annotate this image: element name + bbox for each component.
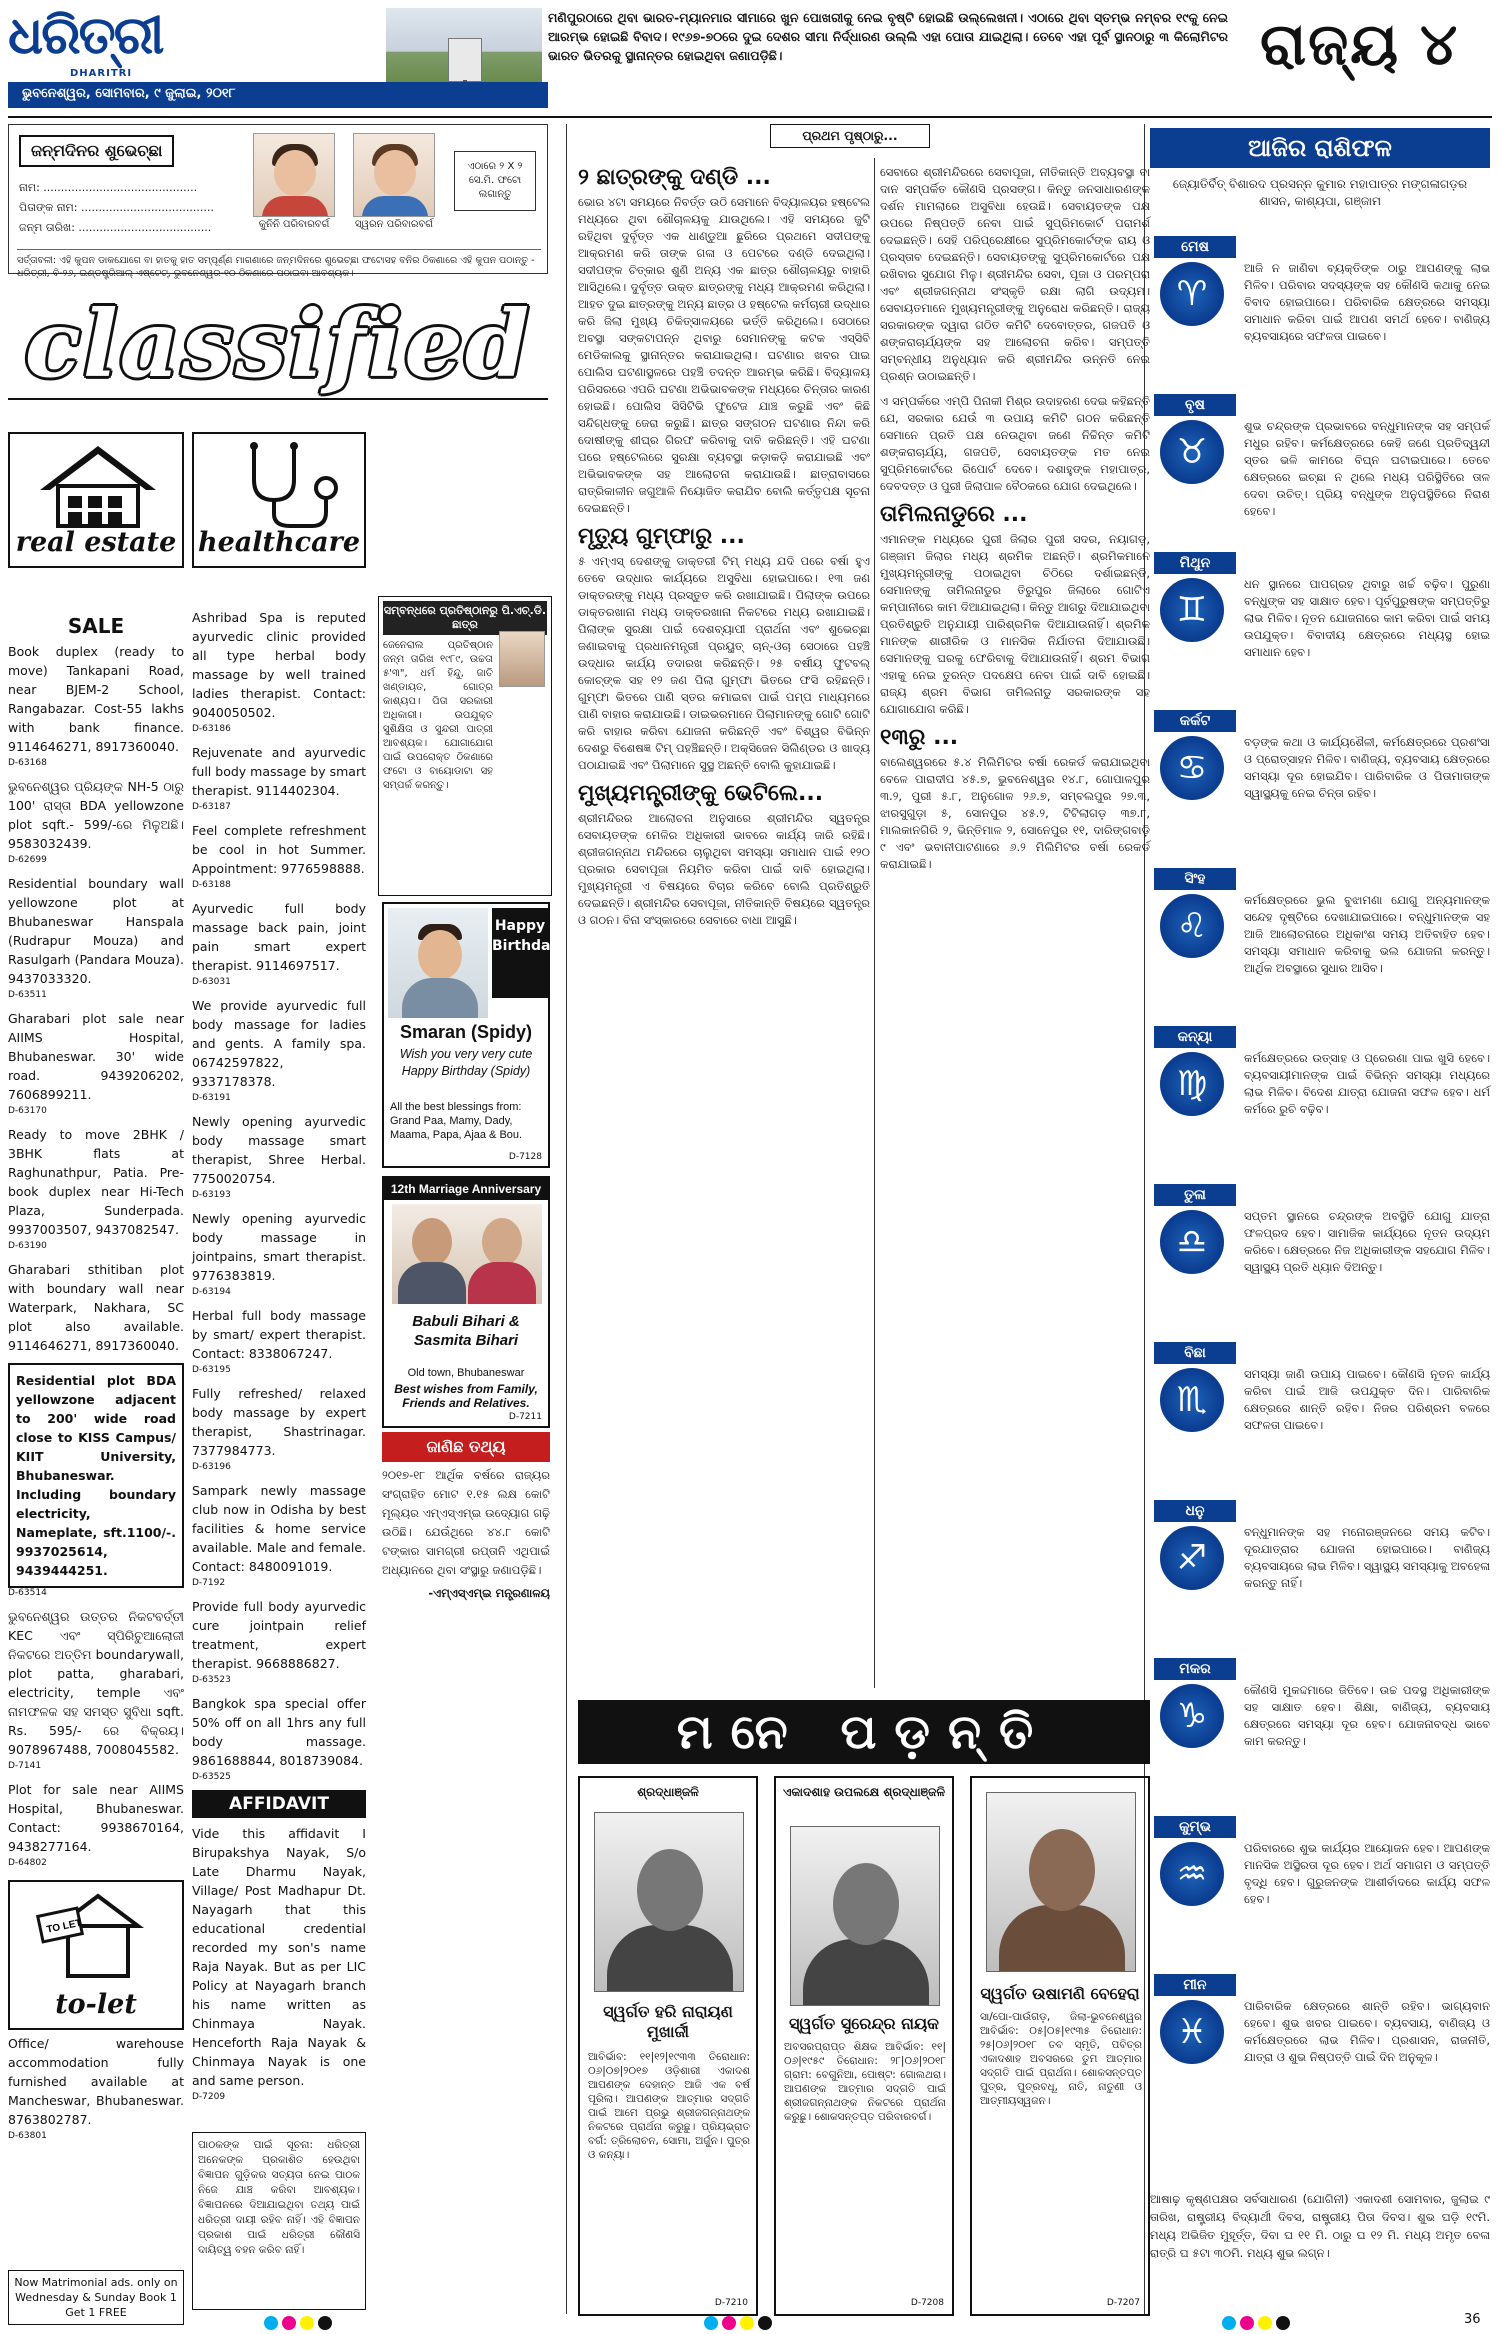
sign-label: ମେଷ [1154, 236, 1236, 258]
anniversary-ad [382, 1176, 550, 1428]
svg-text:TO LET: TO LET [45, 1917, 83, 1936]
obituary-card [774, 1776, 954, 2316]
sign-prediction: ସପ୍ତମ ସ୍ଥାନରେ ଚନ୍ଦ୍ରଙ୍କ ଅବସ୍ଥିତି ଯୋଗୁ ଯାତ୍ରା ଫଳପ୍ରଦ ହେବ। ସାମାଜିକ କାର୍ଯ୍ୟରେ ନୂତନ ଉଦ୍ୟମ କରିବେ। କ୍ଷେତ୍ରରେ ନିଜ ଅଧିକାରୀଙ୍କ ସହଯୋଗ ମିଳିବ। ସ୍ୱାସ୍ଥ୍ୟ ପ୍ରତି ଧ୍ୟାନ ଦିଅନ୍ତୁ। [1244, 1209, 1490, 1274]
matrimonial-note: Now Matrimonial ads. only on Wednesday & Sunday Book 1 Get 1 FREE [8, 2270, 184, 2325]
ad-code: D-63191 [192, 1093, 231, 1103]
page-number: ୪ [1420, 10, 1458, 78]
taurus-icon: ♉ [1160, 420, 1224, 484]
registration-mark [1240, 2316, 1254, 2330]
sign-prediction: ପରିବାରରେ ଶୁଭ କାର୍ଯ୍ୟର ଆୟୋଜନ ହେବ। ଆପଣଙ୍କ ମାନସିକ ଅସ୍ଥିରତା ଦୂର ହେବ। ଅର୍ଥ ସମାଗମ ଓ ସମ୍ପତ୍ତି ବୃଦ୍ଧି ହେବ। ଗୁରୁଜନଙ୍କ ଆଶୀର୍ବାଦରେ କାର୍ଯ୍ୟ ସଫଳ ହେବ। [1244, 1841, 1490, 1906]
ad-code: D-63196 [192, 1462, 231, 1472]
sagittarius-icon: ♐ [1160, 1526, 1224, 1590]
gemini-icon: ♊ [1160, 578, 1224, 642]
stethoscope-icon [194, 434, 368, 530]
ad-code: D-63511 [8, 990, 47, 1000]
obituary-banner: ମନେ ପଡ଼ନ୍ତି [578, 1700, 1150, 1764]
happy-birthday-badge: Happy Birthday [492, 908, 548, 998]
column-rule [566, 124, 567, 2314]
ad-code: D-63031 [192, 977, 231, 987]
kid-photo-2 [353, 133, 435, 217]
news-body: ବାଲେଶ୍ୱରରେ ୫.୪ ମିଲିମିଟର ବର୍ଷା ରେକର୍ଡ କରାଯାଇଥିବା ବେଳେ ପାରାଦୀପ ୪୫.୭, ଭୁବନେଶ୍ୱର ୧୪.୮, ଗୋପାଳପୁର ୩.୨, ପୁରୀ ୫.୮, ଅନୁଗୋଳ ୨୬.୭, ସମ୍ବଲପୁର ୨୭.୩, ଝାରସୁଗୁଡ଼ା ୫, ସୋନପୁର ୪୫.୨, ଟିଟିଲାଗଡ଼ ୩୭.୮, ମାଲକାନଗିରି ୨, ଭିନ୍ତିମାଳ ୨, ସୋନେପୁର ୧୧, ଦାରିଙ୍ଗବାଡ଼ି ୯ ଏବଂ ଭବାନୀପାଟଣାରେ ୬.୨ ମିଲିମିଟର ବର୍ଷା ରେକର୍ଡ କରାଯାଇଛି। [880, 755, 1150, 871]
classified-ad: Newly opening ayurvedic body massage in jointpains, smart therapist. 9776383819. [192, 1211, 366, 1283]
obituary-card [970, 1776, 1150, 2316]
newspaper-logo-sub: DHARITRI [70, 68, 133, 79]
facts-heading: ଜାଣିଛ ତଥ୍ୟ [382, 1432, 550, 1462]
aquarius-icon: ♒ [1160, 1842, 1224, 1906]
registration-mark [704, 2316, 718, 2330]
news-headline: ତାମିଲନାଡୁରେ ... [880, 502, 1028, 527]
ad-code: D-63187 [192, 802, 231, 812]
sign-label: ତୁଳା [1154, 1184, 1236, 1206]
sign-prediction: ବନ୍ଧୁମାନଙ୍କ ସହ ମନୋରଞ୍ଜନରେ ସମୟ କଟିବ। ଦୂରଯାତ୍ରାର ଯୋଜନା ହୋଇପାରେ। ବାଣିଜ୍ୟ ବ୍ୟବସାୟରେ ଲାଭ ମିଳିବ। ସ୍ୱାସ୍ଥ୍ୟ ସମସ୍ୟାକୁ ଅବହେଳା କରନ୍ତୁ ନାହିଁ। [1244, 1525, 1490, 1590]
registration-mark [722, 2316, 736, 2330]
classified-ad: Gharabari sthitiban plot with boundary wall near Waterpark, Nakhara, SC plot also available. 9114646271, 8917360040. [8, 1262, 184, 1353]
sign-label: କୁମ୍ଭ [1154, 1816, 1236, 1838]
sign-label: ବିଛା [1154, 1342, 1236, 1364]
sign-label: କନ୍ୟା [1154, 1026, 1236, 1048]
sign-prediction: ସମସ୍ୟା ଜାଣି ଉପାୟ ପାଇବେ। କୌଣସି ନୂତନ କାର୍ଯ୍ୟ କରିବା ପାଇଁ ଆଜି ଉପଯୁକ୍ତ ଦିନ। ପାରିବାରିକ କ୍ଷେତ୍ରରେ ଶାନ୍ତି ରହିବ। ନିଜର ପରିଶ୍ରମ ବଳରେ ସଫଳତା ପାଇବେ। [1244, 1367, 1490, 1432]
birthday-message: Wish you very very cute Happy Birthday (Spidy) [399, 1047, 533, 1078]
birthday-coupon [8, 124, 548, 279]
sign-prediction: କର୍ମକ୍ଷେତ୍ରରେ ଭୁଲ ବୁଝାମଣା ଯୋଗୁ ଅନ୍ୟମାନଙ୍କ ସନ୍ଦେହ ଦୃଷ୍ଟିରେ ଦେଖାଯାଇପାରେ। ବନ୍ଧୁମାନଙ୍କ ସହ ଆଜି ଆଲୋଚନାରେ ଅଧିକାଂଶ ସମୟ ଅତିବାହିତ ହେବ। ସମସ୍ୟା ସମାଧାନ କରିବାକୁ ଭଲ ଯୋଜନା କରନ୍ତୁ। ଆର୍ଥିକ ଅବସ୍ଥାରେ ସୁଧାର ଆସିବ। [1244, 893, 1490, 975]
classified-ad: Sampark newly massage club now in Odisha by best facilities & home service available. Male and female. Contact: 8480091019. [192, 1483, 366, 1574]
folio-number: 36 [1464, 2312, 1481, 2327]
classified-ad: Herbal full body massage by smart/ expert therapist. Contact: 8338067247. [192, 1308, 366, 1361]
ad-code: D-7141 [8, 1761, 42, 1771]
anniversary-place: Old town, Bhubaneswar Best wishes from Family, Friends and Relatives. [394, 1367, 538, 1410]
libra-icon: ♎ [1160, 1210, 1224, 1274]
classified-ad: Bangkok spa special offer 50% off on all 1hrs any full body massage. 9861688844, 8018739084. [192, 1696, 366, 1768]
birthday-coupon-title: ଜନ୍ମଦିନର ଶୁଭେଚ୍ଛା [19, 135, 174, 167]
photo-slot: ଏଠାରେ ୨ X ୨ ସେ.ମି. ଫଟୋ ଲଗାନ୍ତୁ [454, 151, 536, 211]
matrimonial-ad-head: ସମ୍ବନ୍ଧରେ ପ୍ରତିଷ୍ଠାନରୁ ପି.ଏଚ୍.ଡି. ଛାତ୍ର [383, 601, 547, 635]
ad-code: D-63514 [8, 1588, 47, 1598]
matrimonial-ad-body: ଜେନେରାଲ ପ୍ରତିଷ୍ଠାନ ଜନ୍ମ ତାରିଖ ୧୯୮୯, ଉଚ୍ଚତା ୫'୩", ଧର୍ମ ହିନ୍ଦୁ, ଜାତି ଖଣ୍ଡାୟତ, ଗୋତ୍ର କାଶ୍ୟପ। ପିତା ସରକାରୀ ଅଧିକାରୀ। ଉପଯୁକ୍ତ ସୁଶିକ୍ଷିତା ଓ ସୁନ୍ଦରୀ ପାତ୍ରୀ ଆବଶ୍ୟକ। ଯୋଗାଯୋଗ ପାଇଁ ଉପରୋକ୍ତ ଠିକଣାରେ ଫଟୋ ଓ ବାୟୋଡାଟା ସହ ସମ୍ପର୍କ କରନ୍ତୁ। [383, 640, 493, 791]
ad-code: D-7211 [508, 1412, 542, 1422]
sign-prediction: ଶୁଭ ଚନ୍ଦ୍ରଙ୍କ ପ୍ରଭାବରେ ବନ୍ଧୁମାନଙ୍କ ସହ ସମ୍ପର୍କ ମଧୁର ରହିବ। କର୍ମକ୍ଷେତ୍ରରେ କେହି ଜଣେ ପ୍ରତିଦ୍ୱନ୍ଦୀ ସ୍ତର ଭଳି କାମରେ ବିଘ୍ନ ଘଟାଇପାରେ। ତେବେ କ୍ଷେତ୍ରରେ ଇଚ୍ଛା ନ ଥିଲେ ମଧ୍ୟ ପରିସ୍ଥିତିରେ ତାଳ ଦେବା ଉଚିତ୍। ପ୍ରିୟ ବନ୍ଧୁଙ୍କ ଅନୁପସ୍ଥିତିରେ ନିରାଶ ହେବେ। [1244, 419, 1490, 518]
facts-credit: -ଏମ୍‌ଏସ୍‌ଏମ୍‌ଇ ମନ୍ତ୍ରଣାଳୟ [428, 1586, 550, 1600]
page-section-label: ରାଜ୍ୟ [1260, 10, 1401, 78]
classified-ad: Plot for sale near AIIMS Hospital, Bhubaneswar. Contact: 9938670164, 9438277164. [8, 1782, 184, 1854]
classified-ad: ଭୁବନେଶ୍ୱର ଉତ୍ତର ନିକଟବର୍ତ୍ତୀ KEC ଏବଂ ସ୍ପିରିଚୁଆଲୋଜୀ ନିକଟରେ ଅତ୍ତିମ boundarywall, plot patta, gharabari, electricity, temple ଏବଂ ନାମଫଳକ ସହ ସମସ୍ତ ସୁବିଧା sqft. Rs. 595/- ରେ ବିକ୍ରୟ। 9078967488, 7008045582. [8, 1609, 184, 1757]
affidavit-heading: AFFIDAVIT [192, 1790, 366, 1818]
news-headline: ୨ ଛାତ୍ରଙ୍କୁ ଦଣ୍ଡି ... [578, 165, 771, 190]
house-icon [10, 434, 186, 530]
sign-prediction: ଧନ ସ୍ଥାନରେ ପାପଗ୍ରହ ଥିବାରୁ ଖର୍ଚ୍ଚ ବଢ଼ିବ। ପୁରୁଣା ବନ୍ଧୁଙ୍କ ସହ ସାକ୍ଷାତ ହେବ। ପୂର୍ବପୁରୁଷଙ୍କ ସମ୍ପତ୍ତିରୁ ଲାଭ ମିଳିବ। ନୂତନ ଯୋଜନାରେ କାମ କରିବା ପାଇଁ ସମୟ ଉପଯୁକ୍ତ। ବିବାଦୀୟ କ୍ଷେତ୍ରରେ ମଧ୍ୟସ୍ଥ ହୋଇ ସମାଧାନ ହେବ। [1244, 577, 1490, 659]
ad-code: D-63523 [192, 1675, 231, 1685]
news-body: ୫ ଏମ୍‌ଏସ୍‌ ଦେଶଙ୍କୁ ଡାକ୍ତରୀ ଟିମ୍‌ ମଧ୍ୟ ଯଦି ପରେ ବର୍ଷା ହୁଏ ତେବେ ଉଦ୍ଧାର କାର୍ଯ୍ୟରେ ଅସୁବିଧା ହୋଇପାରେ। ୧୩ ଜଣ ଡାକ୍ତରଙ୍କୁ ମଧ୍ୟ ପ୍ରସ୍ତୁତ କରି ରଖାଯାଇଛି। ପିଲାଙ୍କ ଉପରେ ଡାକ୍ତରଖାନା ମଧ୍ୟ ଡାକ୍ତରଖାନା ନିକଟରେ ମଧ୍ୟ ରଖାଯାଇଛି। ପିଲାଙ୍କ ସୁରକ୍ଷା ପାଇଁ ଦେଶବ୍ୟାପୀ ପ୍ରାର୍ଥନା ଏବଂ ଶୁଭେଚ୍ଛା ଜଣାଇବାକୁ ପ୍ରଧାନମନ୍ତ୍ରୀ ପ୍ରୟୁତ୍ ଚାନ୍-ଓଚା ସେଠାରେ ପହଞ୍ଚି ଉଦ୍ଧାର କାର୍ଯ୍ୟ ତଦାରଖ କରିଛନ୍ତି। ୨୫ ବର୍ଷୀୟ ଫୁଟବଲ୍ କୋଚ୍‌ଙ୍କ ସହ ୧୨ ଜଣ ପିଲା ଗୁମ୍ଫା ଭିତରେ ଫସି ରହିଛନ୍ତି। ଗୁମ୍ଫା ଭିତରେ ପାଣି ସ୍ତର କମାଇବା ପାଇଁ ପମ୍ପ ମାଧ୍ୟମରେ ପାଣି ବାହାର କରାଯାଉଛି। ଡାଇଭରମାନେ ପିଲାମାନଙ୍କୁ ଗୋଟି ଗୋଟି କରି ବାହାର କରିବା ଯୋଜନା କରିଛନ୍ତି ଏବଂ ବିଶ୍ୱର ବିଭିନ୍ନ ଦେଶରୁ ବିଶେଷଜ୍ଞ ଟିମ୍ ପହଞ୍ଚିଛନ୍ତି। ଅକ୍ସିଜେନ ସିଲିଣ୍ଡର ଓ ଖାଦ୍ୟ ପଠାଯାଇଛି ଏବଂ ପିଲାମାନେ ସୁସ୍ଥ ଅଛନ୍ତି ବୋଲି କୁହାଯାଇଛି। [578, 554, 870, 772]
obituary-name: ସ୍ୱର୍ଗତ ଉଷାମଣି ବେହେରା [980, 1984, 1140, 2003]
registration-mark [1222, 2316, 1236, 2330]
panjika-footer: ଆଷାଢ଼ କୃଷ୍ଣପକ୍ଷର ସର୍ବସାଧାରଣ (ଯୋଗିନୀ) ଏକାଦଶୀ ସୋମବାର, ଜୁଲାଇ ୯ ତାରିଖ, ରାଷ୍ଟ୍ରୀୟ ବିଦ୍ୟାର୍ଥୀ ଦିବସ, ରାଷ୍ଟ୍ରୀୟ ପିତା ଦିବସ। ଶୁଭ ଘଡ଼ି ୧୯ମି. ମଧ୍ୟ ଅଭିଜିତ ମୁହୂର୍ତ୍ତ, ଦିବା ଘ ୧୧ ମି. ଠାରୁ ଘ ୧୨ ମି. ମଧ୍ୟ ଅମୃତ ବେଳା ରାତ୍ରି ଘ ୫ଟା ୩୦ମି. ମଧ୍ୟ ଶୁଭ ଲଗ୍ନ। [1150, 2192, 1490, 2260]
ad-code: D-7207 [1106, 2298, 1140, 2308]
facts-body: ୨୦୧୭-୧୮ ଆର୍ଥିକ ବର୍ଷରେ ରାଜ୍ୟର ସଂଗ୍ରାହିତ ମୋଟ ୧.୧୫ ଲକ୍ଷ କୋଟି ମୂଲ୍ୟର ଏମ୍‌ଏସ୍‌ଏମ୍‌ଇ ଉଦ୍ୟୋଗ ଗଢ଼ି ଉଠିଛି। ଯେଉଁଥିରେ ୪୪.୮ କୋଟି ଟଙ୍କାର ସାମଗ୍ରୀ ରପ୍ତାନି ଏଥିପାଇଁ ଅଧ୍ୟାନରେ ଥିବା ସଂସ୍ଥାରୁ ଜଣାପଡ଼ିଛି। -ଏମ୍‌ଏସ୍‌ଏମ୍‌ଇ ମନ୍ତ୍ରଣାଳୟ [382, 1466, 550, 1603]
classified-ad: Fully refreshed/ relaxed body massage by expert therapist, Shastrinagar. 7377984773. [192, 1386, 366, 1458]
ad-code: D-63194 [192, 1287, 231, 1297]
ad-code: D-7192 [192, 1578, 226, 1588]
obituary-title: ଶ୍ରଦ୍ଧାଞ୍ଜଳି [637, 1785, 699, 1799]
ad-code: D-63195 [192, 1365, 231, 1375]
obituary-photo [594, 1812, 744, 1992]
obituary-name: ସ୍ୱର୍ଗତ ହରି ନାରାୟଣ ମୁଖାର୍ଜୀ [603, 2002, 733, 2041]
to-let-sign-icon [10, 1882, 186, 1982]
coupon-field-father: ପିତାଙ୍କ ନାମ: ...................................... [19, 201, 214, 214]
news-body: ଶ୍ରୀମନ୍ଦିରର ଆଲୋଚନା ଅନୁସାରେ ଶ୍ରୀମନ୍ଦିର ସ୍ୱତନ୍ତ୍ର ସେବାୟତଙ୍କ ମେଳିର ଅଧିକାରୀ ଭାବରେ କାର୍ଯ୍ୟ ଜାରି ରହିଛି। ଶ୍ରୀଜଗନ୍ନାଥ ମନ୍ଦିରରେ ଚାଲୁଥିବା ସମସ୍ୟା ସମାଧାନ ପାଇଁ ୧୨୦ ପ୍ରକାର ସେବାପୂଜା ନିୟମିତ କରିବା ପାଇଁ ଦାବି ହୋଇଥିଲା। ମୁଖ୍ୟମନ୍ତ୍ରୀ ଏ ବିଷୟରେ ବିଚାର କରିବେ ବୋଲି ପ୍ରତିଶ୍ରୁତି ଦେଇଛନ୍ତି। ଶ୍ରୀମନ୍ଦିର ସେବାପୂଜା, ନୀତିକାନ୍ତି ବିଷୟରେ ସ୍ୱତନ୍ତ୍ର ଓ ଗଠନ। ବିନା ସଂସ୍କାରରେ ସେବାରେ ବାଧା ଆସୁଛି। [578, 811, 870, 927]
classified-ad: Ready to move 2BHK / 3BHK flats at Raghunathpur, Patia. Pre-book duplex near Hi-Tech Plaza, Sunderpada. 9937003507, 9437082547. [8, 1127, 184, 1237]
coupon-field-name: ନାମ: ............................................ [19, 181, 198, 194]
to-let-category [8, 1880, 184, 2030]
ad-code: D-7210 [714, 2298, 748, 2308]
sign-label: ମିଥୁନ [1154, 552, 1236, 574]
news-headline: ମୁଖ୍ୟମନ୍ତ୍ରୀଙ୍କୁ ଭେଟିଲେ... [578, 781, 824, 806]
kid-photo-1 [253, 133, 335, 217]
sign-label: ଧନୁ [1154, 1500, 1236, 1522]
scorpio-icon: ♏ [1160, 1368, 1224, 1432]
healthcare-label: healthcare [198, 527, 360, 558]
sign-label: ସିଂହ [1154, 868, 1236, 890]
obituary-text: ସା/ପୋ-ପାଉଁଗଡ଼, ଜିଲା-ଭୁବନେଶ୍ୱର ଆବିର୍ଭାବ: ୦୫|୦୫|୧୯୩୫ ତିରୋଧାନ: ୨୫|୦୬|୨୦୧୮ ତବ ସ୍ମୃତି, ପବିତ୍ର ଏକାଦଶାହ ଅବସରରେ ତୁମ ଆତ୍ମାର ସଦ୍‌ଗତି ପାଇଁ ପ୍ରାର୍ଥନା। ଶୋକସନ୍ତପ୍ତ ପୁତ୍ର, ପୁତ୍ରବଧୂ, ନାତି, ନାତୁଣୀ ଓ ଆତ୍ମୀୟସ୍ୱଜନ। [980, 2011, 1142, 2107]
astrologer-credit: ଜ୍ୟୋତିର୍ବିତ୍ ବିଶାରଦ ପ୍ରସନ୍ନ କୁମାର ମହାପାତ୍ର ମଙ୍ଗଳାଗଡ଼ର ଶାସନ, କାଶ୍ୟପା, ଗଞ୍ଜାମ [1172, 177, 1468, 208]
ad-code: D-7209 [192, 2092, 226, 2102]
real-estate-category [8, 432, 184, 568]
coupon-field-dob: ଜନ୍ମ ତାରିଖ: ...................................... [19, 221, 212, 234]
registration-mark [1258, 2316, 1272, 2330]
healthcare-column [192, 608, 366, 1791]
registration-mark [318, 2316, 332, 2330]
ad-code: D-63193 [192, 1190, 231, 1200]
sign-label: ମକର [1154, 1658, 1236, 1680]
ad-code: D-62699 [8, 855, 47, 865]
anniversary-heading: 12th Marriage Anniversary [384, 1178, 548, 1200]
registration-mark [264, 2316, 278, 2330]
registration-mark [740, 2316, 754, 2330]
news-column-1 [578, 158, 870, 929]
classified-ad: ଭୁବନେଶ୍ୱର ପ୍ରିୟଙ୍କ NH-5 ଠାରୁ 100' ରାସ୍ତା BDA yellowzone plot sqft.- 599/-ରେ ମିଳୁଅଛି। 9583032439. [8, 779, 184, 851]
news-column-2 [880, 158, 1150, 873]
classified-ad: Provide full body ayurvedic cure jointpain relief treatment, expert therapist. 9668886827. [192, 1599, 366, 1671]
ad-code: D-63186 [192, 724, 231, 734]
classified-ad: Gharabari plot sale near AIIMS Hospital, Bhubaneswar. 30' wide road. 9439206202, 7606899211. [8, 1011, 184, 1102]
birthday-child-photo [388, 908, 488, 1018]
sign-label: କର୍କଟ [1154, 710, 1236, 732]
to-let-column [8, 2034, 184, 2150]
capricorn-icon: ♑ [1160, 1684, 1224, 1748]
couple-photo [392, 1204, 542, 1304]
sign-prediction: ଆଜି ନ ଜାଣିବା ବ୍ୟକ୍ତିଙ୍କ ଠାରୁ ଆପଣଙ୍କୁ ଲାଭ ମିଳିବ। ପରିବାର ସଦସ୍ୟଙ୍କ ସହ କୌଣସି କଥାକୁ ନେଇ ବିବାଦ ହୋଇପାରେ। ପରିବାରିକ କ୍ଷେତ୍ରରେ ସମସ୍ୟା ସମାଧାନ କରିବା ପାଇଁ ଆପଣ ସମର୍ଥ ହେବେ। ବାଣିଜ୍ୟ ବ୍ୟବସାୟରେ ସଫଳତା ପାଇବେ। [1244, 261, 1490, 343]
classified-ad: Ayurvedic full body massage back pain, joint pain smart expert therapist. 9114697517. [192, 901, 366, 973]
news-body: ଭୋର ୪ଟା ସମୟରେ ନିବର୍ତ୍ତ ଉଠି ସେମାନେ ବିଦ୍ୟାଳୟର ହଷ୍ଟେଲ ମଧ୍ୟରେ ଥିବା ଶୌଚାଳୟକୁ ଯାଉଥିଲେ। ଏହି ସମୟରେ ଜୁଟି ରହିଥିବା ଦୁର୍ବୃତ୍ତ ଏକ ଧାଣ୍ଡୁଆ ଛୁରିରେ ପ୍ରଥମେ ସଦୀପଙ୍କୁ ଆକ୍ରମଣ କରି ତାଙ୍କ ଗଳା ଓ ପେଟରେ ଦଣ୍ଡି ଦେଇଥିଲା। ସଦୀପଙ୍କ ଚିତ୍କାର ଶୁଣି ଅନ୍ୟ ଏକ ଛାତ୍ର ଶୌଚାଳୟରୁ ବାହାରି ଆସିଥିଲେ। ଦୁର୍ବୃତ୍ତ ଉକ୍ତ ଛାତ୍ରଙ୍କୁ ମଧ୍ୟ ଆକ୍ରମଣ କରିଥିଲା। ଆହତ ଦୁଇ ଛାତ୍ରଙ୍କୁ ଅନ୍ୟ ଛାତ୍ର ଓ ହଷ୍ଟେଲ କର୍ମଚାରୀ ଉଦ୍ଧାର କରି ଜିଲା ମୁଖ୍ୟ ଚିକିତ୍ସାଳୟରେ ଭର୍ତ୍ତି କରିଥିଲେ। ସେଠାରେ ଅବସ୍ଥା ସଙ୍କଟାପନ୍ନ ଥିବାରୁ ସେମାନଙ୍କୁ କଟକ ଏସ୍‌ସିବି ମେଡିକାଲକୁ ସ୍ଥାନାନ୍ତର କରାଯାଇଥିଲା। ଘଟଣାର ଖବର ପାଇ ପୋଲିସ ଘଟଣାସ୍ଥଳରେ ପହଞ୍ଚି ତଦନ୍ତ ଆରମ୍ଭ କରିଛି। ବିଦ୍ୟାଳୟ ପରିସରରେ ଏପରି ଘଟଣା ଅଭିଭାବକଙ୍କ ମଧ୍ୟରେ ଚିନ୍ତାର କାରଣ ହୋଇଛି। ପୋଲିସ ସିସିଟିଭି ଫୁଟେଜ ଯାଞ୍ଚ କରୁଛି ଏବଂ କିଛି ସନ୍ଦିଗ୍ଧଙ୍କୁ ଜେରା କରୁଛି। ଛାତ୍ର ସଙ୍ଗଠନ ଘଟଣାର ନିନ୍ଦା କରି ଦୋଷୀଙ୍କୁ ଶୀଘ୍ର ଗିରଫ କରିବାକୁ ଦାବି କରିଛନ୍ତି। ଏହି ଘଟଣା ପରେ ହଷ୍ଟେଲରେ ସୁରକ୍ଷା ବ୍ୟବସ୍ଥା କଡ଼ାକଡ଼ି କରାଯାଇଛି ଏବଂ ଅଭିଭାବକଙ୍କ ସହ ଆଲୋଚନା କରାଯାଉଛି। ଛାତ୍ରାବାସରେ ରାତ୍ରିକାଳୀନ ଜଗୁଆଳି ନିୟୋଜିତ କରାଯିବ ବୋଲି କର୍ତ୍ତୃପକ୍ଷ ସୂଚନା ଦେଇଛନ୍ତି। [578, 195, 870, 515]
leo-icon: ♌ [1160, 894, 1224, 958]
ad-code: D-63170 [8, 1106, 47, 1116]
birthday-blessings: All the best blessings from: Grand Paa, Mamy, Dady, Maama, Papa, Ajaa & Bou. [390, 1101, 523, 1141]
aries-icon: ♈ [1160, 262, 1224, 326]
classified-ad: Newly opening ayurvedic body massage smart therapist, Shree Herbal. 7750020754. [192, 1114, 366, 1186]
registration-mark [300, 2316, 314, 2330]
sign-label: ବୃଷ [1154, 394, 1236, 416]
anniversary-names: Babuli Bihari & Sasmita Bihari [412, 1313, 520, 1349]
horoscope-heading: ଆଜିର ରାଶିଫଳ [1150, 128, 1490, 168]
matrimonial-photo [499, 631, 545, 687]
obituary-photo [986, 1792, 1136, 1972]
to-let-label: to-let [55, 1989, 137, 2020]
affidavit-ad [192, 1824, 366, 2111]
classified-ad: Office/ warehouse accommodation fully furnished available at Mancheswar, Bhubaneswar. 8763802787. [8, 2036, 184, 2127]
affidavit-text: Vide this affidavit I Birupakshya Nayak, S/o Late Dharmu Nayak, Village/ Post Madhapur Dt. Nayagarh that this educational credential recorded my son's name Raja Nayak. But as per LIC Policy at Nayagarh branch his name written as Chinmaya Nayak. Henceforth Raja Nayak & Chinmaya Nayak is one and same person. [192, 1826, 366, 2088]
ad-code: D-63525 [192, 1772, 231, 1782]
news-headline: ୧୩ରୁ ... [880, 725, 959, 750]
classified-ad: We provide ayurvedic full body massage for ladies and gents. A family spa. 06742597822, 9337178378. [192, 998, 366, 1089]
pisces-icon: ♓ [1160, 2000, 1224, 2064]
header-divider [8, 116, 1492, 118]
cancer-icon: ♋ [1160, 736, 1224, 800]
obituary-text: ଅବସରପ୍ରାପ୍ତ ଶିକ୍ଷକ ଆବିର୍ଭାବ: ୧୧|୦୬|୧୯୫୯ ତିରୋଧାନ: ୨୮|୦୬|୨୦୧୮ ଗ୍ରାମ: ବେଗୁନିଆ, ପୋଷ୍ଟ: ଗୋଲଥରା। ଆପଣଙ୍କ ଆତ୍ମାର ସଦ୍‌ଗତି ପାଇଁ ଶ୍ରୀଜଗନ୍ନାଥଙ୍କ ନିକଟରେ ପ୍ରାର୍ଥନା କରୁଛୁ। ଶୋକସନ୍ତପ୍ତ ପରିବାରବର୍ଗ। [784, 2041, 946, 2123]
classified-ad: Rejuvenate and ayurvedic full body massage by smart therapist. 9114402304. [192, 745, 366, 798]
ad-code: D-63801 [8, 2131, 47, 2141]
news-body: ସେବାରେ ଶ୍ରୀମନ୍ଦିରରେ ସେବାପୂଜା, ନୀତିକାନ୍ତି ଅବ୍ୟବସ୍ଥା ବା ଦାନ ସମ୍ପର୍କିତ କୌଣସି ପ୍ରସଙ୍ଗ। କିନ୍ତୁ ଜନସାଧାରଣଙ୍କ ଦର୍ଶନ ମାମଲାରେ ଅସୁବିଧା ହେଉଛି। ସେବାୟତଙ୍କ ପକ୍ଷ ଉପରେ ନିଷ୍ପତ୍ତି ନେବା ପାଇଁ ସୁପ୍ରିମକୋର୍ଟ ପରାମର୍ଶ ଦେଇଛନ୍ତି। ସେହି ପରିପ୍ରେକ୍ଷୀରେ ସୁପ୍ରିମକୋର୍ଟଙ୍କ ରାୟ ଓ ପ୍ରସ୍ତାବ ଦେଇଛନ୍ତି। ସେବାୟତଙ୍କୁ ସୁପ୍ରିମକୋର୍ଟରେ ପକ୍ଷ ରଖିବାର ସୁଯୋଗ ମିଳୁ। ଶ୍ରୀମନ୍ଦିର ସେବା, ପୂଜା ଓ ପରମ୍ପରା ଏବଂ ଶ୍ରୀଜଗନ୍ନାଥ ସଂସ୍କୃତି ରକ୍ଷା ଲାଗି ଉଦ୍ୟମ। ସେବାୟତମାନେ ମୁଖ୍ୟମନ୍ତ୍ରୀଙ୍କୁ ଅନୁରୋଧ କରିଛନ୍ତି। ରାଜ୍ୟ ସରକାରଙ୍କ ଦ୍ୱାରା ଗଠିତ କମିଟି ଦେବୋତ୍ତର, ଗଜପତି ଓ ଶଙ୍କରାଚାର୍ଯ୍ୟଙ୍କ ସହ ଆଲୋଚନା କରିବ। ସମ୍ପତ୍ତି ସମ୍ବନ୍ଧୀୟ ଅନୁଧ୍ୟାନ କରି ଶ୍ରୀମନ୍ଦିର ଉନ୍ନତି ନେଇ ପ୍ରଶ୍ନ ଉଠାଇଛନ୍ତି। [880, 165, 1150, 383]
classified-ad: Book duplex (ready to move) Tankapani Road, near BJEM-2 School, Rangabazar. Cost-55 lakhs with bank finance. 9114646271, 8917360040. [8, 644, 184, 754]
ad-code: D-63190 [8, 1241, 47, 1251]
ad-code: D-63188 [192, 880, 231, 890]
coupon-terms: ସର୍ତ୍ତାବଳୀ: ଏହି କୁପନ ଡାକଯୋଗେ ବା ହାତକୁ ହାତ ସମ୍ପୂର୍ଣ୍ଣ ମାଗଣାରେ ଜନ୍ମଦିନରେ ଶୁଭେଚ୍ଛା ଫଟୋସହ ବନିର ଠିକଣାରେ ଏହି କୁପନ ପଠାନ୍ତୁ - ଧରିତ୍ରୀ, ବି-୨୬, ଇଣ୍ଡଷ୍ଟ୍ରିଆଲ୍ ଏଷ୍ଟେଟ୍, ଭୁବନେଶ୍ୱର-୧୦ ଠିକଣାରେ ପଠାଇବା ଆବଶ୍ୟକ। [17, 249, 541, 280]
obituary-name: ସ୍ୱର୍ଗତ ସୁରେନ୍ଦ୍ର ନାୟକ [788, 2014, 939, 2033]
sign-prediction: କୌଣସି ମୁକଦ୍ଦମାରେ ଜିତିବେ। ଉଚ୍ଚ ପଦସ୍ଥ ଅଧିକାରୀଙ୍କ ସହ ସାକ୍ଷାତ ହେବ। ଶିକ୍ଷା, ବାଣିଜ୍ୟ, ବ୍ୟବସାୟ କ୍ଷେତ୍ରରେ ସମସ୍ୟା ଦୂର ହେବ। ଯୋଜନାବଦ୍ଧ ଭାବେ କାମ କରନ୍ତୁ। [1244, 1683, 1490, 1748]
sign-label: ମୀନ [1154, 1974, 1236, 1996]
registration-mark [758, 2316, 772, 2330]
matrimonial-ad [378, 596, 552, 896]
ad-code: D-7128 [508, 1152, 542, 1162]
obituary-card [578, 1776, 758, 2316]
boxed-classified-ad: Residential plot BDA yellowzone adjacent to 200' wide road close to KISS Campus/ KIIT University, Bhubaneswar. Including boundary electricity, Nameplate, sft.1100/-. 9937025614, 9439444251. [8, 1363, 184, 1588]
classified-ad: Feel complete refreshment be cool in hot Summer. Appointment: 9776598888. [192, 823, 366, 876]
birthday-ad [382, 902, 560, 1168]
healthcare-category [192, 432, 366, 568]
classified-ad: Ashribad Spa is reputed ayurvedic clinic provided all type herbal body massage by well trained ladies therapist. Contact: 9040050502. [192, 610, 366, 720]
birthday-name: Smaran (Spidy) [399, 1022, 533, 1042]
news-body: ଏ ସମ୍ପର୍କରେ ଏମ୍‌ପି ପିନାକୀ ମିଶ୍ର ଉଦାହରଣ ଦେଇ କହିଛନ୍ତି ଯେ, ସରକାର ଯେଉଁ ୩ ଉପାୟ କମିଟି ଗଠନ କରିଛନ୍ତି ସେମାନେ ପ୍ରତି ପକ୍ଷ ନେଉଥିବା ଜଣେ ନିଚ୍ଚିନ୍ତ କମିଟି ଶଙ୍କରାଚାର୍ଯ୍ୟ, ଗଜପତି, ସେବାୟତଙ୍କ ମତ ନେଇ ସୁପ୍ରିମକୋର୍ଟରେ ରିପୋର୍ଟ ଦେବେ। ଦଶାହୁଙ୍କ ମହାପାତ୍ର, ଦେବଦତ୍ତ ଓ ପୁରୀ ଜିଲାପାଳ ବୈଠକରେ ଯୋଗ ଦେଇଥିଲେ। [880, 394, 1150, 493]
header-blurb: ମଣିପୁରଠାରେ ଥିବା ଭାରତ-ମ୍ୟାନମାର ସୀମାରେ ଖୁନ ପୋଖରୀକୁ ନେଇ ବୃଷ୍ଟି ହୋଇଛି ଉଲ୍ଲେଖନୀ। ଏଠାରେ ଥିବା ସ୍ତମ୍ଭ ନମ୍ବର ୧୯କୁ ନେଇ ଆରମ୍ଭ ହୋଇଛି ବିବାଦ। ୧୯୬୭-୭୦ରେ ଦୁଇ ଦେଶର ସୀମା ନିର୍ଦ୍ଧାରଣ ଉଲ୍ଲି ଏହା ପୋତା ଯାଇଥିଲା। ତେବେ ଏହା ପୂର୍ବ ସ୍ଥାନଠାରୁ ୩ କିଲୋମିଟର ଭାରତ ଭିତରକୁ ସ୍ଥାନାନ୍ତର ହୋଇଥିବା ଜଣାପଡ଼ିଛି। [548, 10, 1228, 63]
continued-from-front-page: ପ୍ରଥମ ପୃଷ୍ଠାରୁ... [770, 124, 930, 148]
registration-mark [282, 2316, 296, 2330]
obituary-title: ଏକାଦଶାହ ଉପଲକ୍ଷେ ଶ୍ରଦ୍ଧାଞ୍ଜଳି [782, 1785, 946, 1799]
sale-heading: SALE [67, 614, 125, 638]
ad-code: D-64802 [8, 1858, 47, 1868]
ad-code: D-7208 [910, 2298, 944, 2308]
dateline: ଭୁବନେଶ୍ୱର, ସୋମବାର, ୯ ଜୁଲାଇ, ୨୦୧୮ [8, 82, 548, 108]
sign-prediction: କର୍ମକ୍ଷେତ୍ରରେ ଉତ୍ସାହ ଓ ପ୍ରେରଣା ପାଇ ଖୁସି ହେବେ। ବ୍ୟବସାୟୀମାନଙ୍କ ପାଇଁ ବିଭିନ୍ନ ସମସ୍ୟା ମଧ୍ୟରେ ଲାଭ ମିଳିବ। ବିଦେଶ ଯାତ୍ରା ଯୋଜନା ସଫଳ ହେବ। ଧର୍ମ କର୍ମରେ ରୁଚି ବଢ଼ିବ। [1244, 1051, 1490, 1116]
classified-banner: classified [8, 290, 548, 400]
news-body: ଏମାନଙ୍କ ମଧ୍ୟରେ ପୁରୀ ଜିଲାର ପୁରୀ ସଦର, ନୟାଗଡ଼, ଗଞ୍ଜାମ ଜିଲାର ମଧ୍ୟ ଶ୍ରମିକ ଅଛନ୍ତି। ଶ୍ରମିକମାନେ ମୁଖ୍ୟମନ୍ତ୍ରୀଙ୍କୁ ପଠାଇଥିବା ଚିଠିରେ ଦର୍ଶାଇଛନ୍ତି, ସେମାନଙ୍କୁ ତାମିଲନାଡୁର ତିରୁପୁର ଜିଲାରେ ଗୋଟିଏ କମ୍ପାନୀରେ କାମ ଦିଆଯାଇଥିଲା। କିନ୍ତୁ ଆଗରୁ ଦିଆଯାଇଥିବା ପ୍ରତିଶ୍ରୁତି ଅନୁଯାୟୀ ପାରିଶ୍ରମିକ ଦିଆଯାଉନାହିଁ। ଶ୍ରମିକ ମାନଙ୍କ ଶାରୀରିକ ଓ ମାନସିକ ନିର୍ଯାତନା ଦିଆଯାଉଛି। ସେମାନଙ୍କୁ ଘରକୁ ଫେରିବାକୁ ଦିଆଯାଉନାହିଁ। ଶ୍ରମ ବିଭାଗ ଏହାକୁ ନେଇ ତୁରନ୍ତ ପଦକ୍ଷେପ ନେବା ପାଇଁ ଦାବି ହୋଇଛି। ରାଜ୍ୟ ଶ୍ରମ ବିଭାଗ ତାମିଲନାଡୁ ସରକାରଙ୍କ ସହ ଯୋଗାଯୋଗ କରିଛି। [880, 532, 1150, 716]
newspaper-logo: ଧରିତ୍ରୀ [8, 6, 163, 66]
registration-mark [1276, 2316, 1290, 2330]
real-estate-label: real estate [15, 527, 177, 558]
news-headline: ମୃତ୍ୟୁ ଗୁମ୍ଫାରୁ ... [578, 524, 745, 549]
obituary-photo [790, 1826, 940, 2006]
ad-code: D-63168 [8, 758, 47, 768]
real-estate-column [8, 608, 184, 1877]
sign-prediction: ପାରିବାରିକ କ୍ଷେତ୍ରରେ ଶାନ୍ତି ରହିବ। ଭାଗ୍ୟବାନ ହେବେ। ଶୁଭ ଖବର ପାଇବେ। ବ୍ୟବସାୟ, ବାଣିଜ୍ୟ ଓ କର୍ମକ୍ଷେତ୍ରରେ ଲାଭ ମିଳିବ। ପ୍ରଶାସନ, ରାଜନୀତି, ଯାତ୍ରା ଓ ଶୁଭ ନିଷ୍ପତ୍ତି ପାଇଁ ଦିନ ଅନୁକୂଳ। [1244, 1999, 1490, 2064]
boundary-pillar-shape [448, 38, 482, 82]
column-rule [874, 158, 875, 1688]
virgo-icon: ♍ [1160, 1052, 1224, 1116]
sign-prediction: ବଡ଼ଙ୍କ କଥା ଓ କାର୍ଯ୍ୟଶୈଳୀ, କର୍ମକ୍ଷେତ୍ରରେ ପ୍ରଶଂସା ଓ ପ୍ରୋତ୍ସାହନ ମିଳିବ। ବାଣିଜ୍ୟ, ବ୍ୟବସାୟ କ୍ଷେତ୍ରରେ ସମସ୍ୟା ଦୂର ହୋଇଯିବ। ପାରିବାରିକ ଓ ପିତାମାତାଙ୍କ ସ୍ୱାସ୍ଥ୍ୟକୁ ନେଇ ଚିନ୍ତା ରହିବ। [1244, 735, 1490, 800]
kid-caption-1: କୁନିନି ପରିବାରବର୍ଗ [258, 219, 330, 230]
reader-notice: ପାଠକଙ୍କ ପାଇଁ ସୂଚନା: ଧରିତ୍ରୀ ଅନେକଙ୍କ ପ୍ରକାଶିତ ହେଉଥିବା ବିଜ୍ଞାପନ ଗୁଡ଼ିକର ସତ୍ୟତା ନେଇ ପାଠକ ନିଜେ ଯାଞ୍ଚ କରିବା ଆବଶ୍ୟକ। ବିଜ୍ଞାପନରେ ଦିଆଯାଇଥିବା ତଥ୍ୟ ପାଇଁ ଧରିତ୍ରୀ ଦାୟୀ ରହିବ ନାହିଁ। ଏହି ବିଜ୍ଞାପନ ପ୍ରକାଶ ପାଇଁ ଧରିତ୍ରୀ କୌଣସି ଦାୟିତ୍ୱ ବହନ କରିବ ନାହିଁ। [192, 2132, 366, 2310]
kid-caption-2: ସ୍ୱରନ ପରିବାରବର୍ଗ [355, 219, 433, 230]
obituary-text: ଆବିର୍ଭାବ: ୧୧|୧୨|୧୯୩୩ ତିରୋଧାନ: ୦୬|୦୭|୨୦୧୭ ଓଡ଼ିଶାରୀ ଏକାଦଶ ଆପଣଙ୍କ ଦେହାନ୍ତ ଆଜି ଏକ ବର୍ଷ ପୂରିଲା। ଆପଣଙ୍କ ଆତ୍ମାର ସଦ୍‌ଗତି ପାଇଁ ଆମେ ପ୍ରଭୁ ଶ୍ରୀଜଗନ୍ନାଥଙ୍କ ନିକଟରେ ପ୍ରାର୍ଥନା କରୁଛୁ। ପ୍ରିୟଭ୍ରାତ ବର୍ଗ: ତ୍ରିଲୋଚନ, ସୋମା, ଅର୍ଜୁନ। ପୁତ୍ର ଓ କନ୍ୟା। [588, 2051, 750, 2161]
classified-ad: Residential boundary wall yellowzone plot at Bhubaneswar Hanspala (Rudrapur Mouza) and Rasulgarh (Pandara Mouza). 9437033320. [8, 876, 184, 986]
